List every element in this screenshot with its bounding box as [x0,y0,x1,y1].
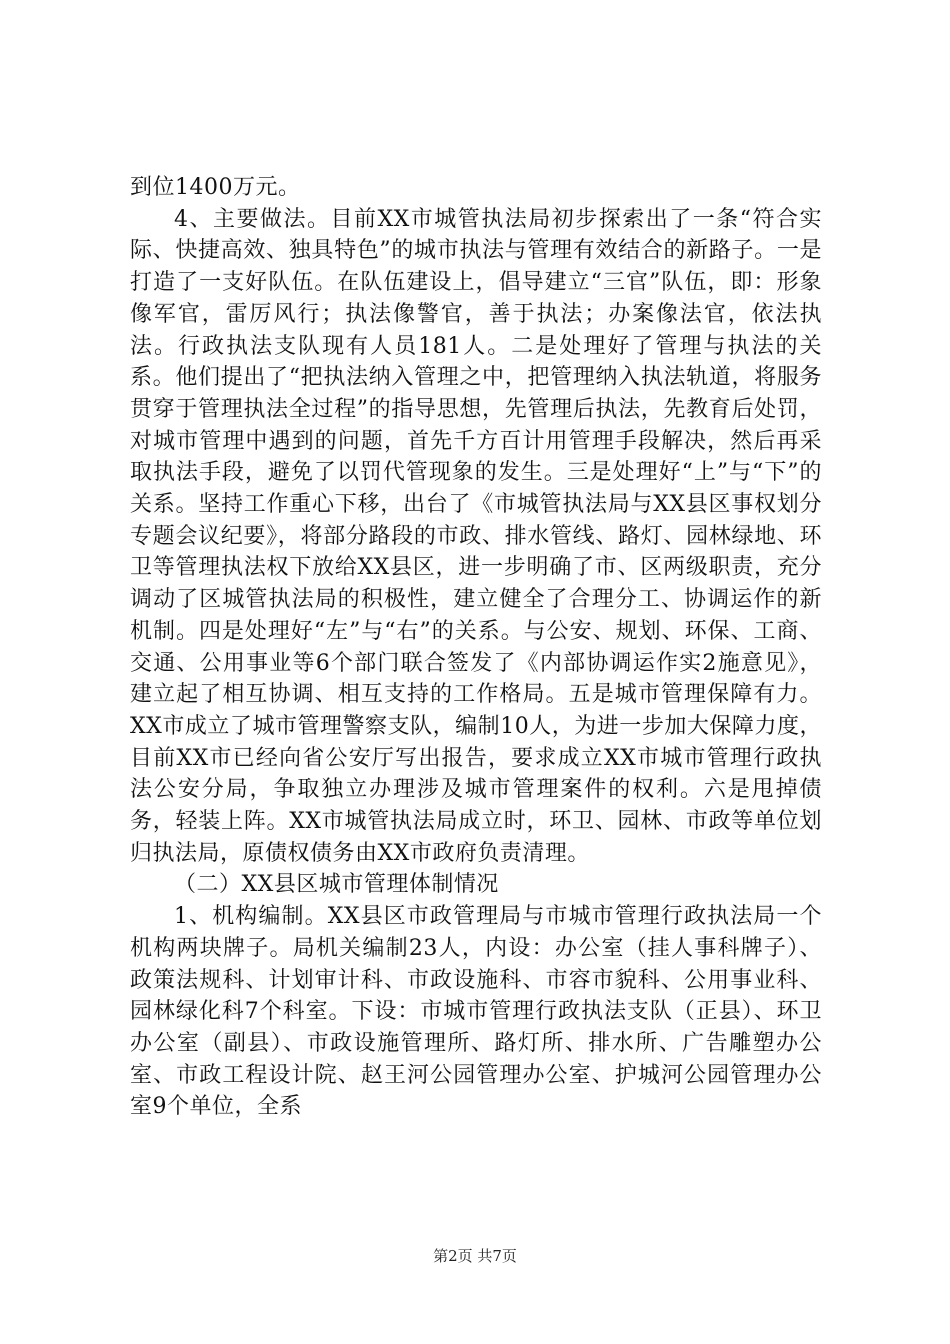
paragraph: 到位1400万元。 [130,175,301,200]
page-footer: 第2页 共7页 [433,1247,517,1265]
section-heading: （二）XX县区城市管理体制情况 [174,872,499,898]
document-body [130,172,822,1123]
paragraph: 1、机构编制。XX县区市政管理局与市城市管理行政执法局一个机构两块牌子。局机关编制23人，内设：办公室（挂人事科牌子）、政策法规科、计划审计科、市政设施科、市容市貌科、公用事业科、园林绿化科7个科室。下设：市城市管理行政执法支队（正县）、环卫办公室（副县）、市政设施管理所、路灯所、排水所、广告雕塑办公室、市政工程设计院、赵王河公园管理办公室、护城河公园管理办公室9个单位，全系 [130,904,822,1120]
paragraph: 4、主要做法。目前XX市城管执法局初步探索出了一条“符合实际、快捷高效、独具特色”的城市执法与管理有效结合的新路子。一是打造了一支好队伍。在队伍建设上，倡导建立“三官”队伍，即：形象像军官，雷厉风行；执法像警官，善于执法；办案像法官，依法执法。行政执法支队现有人员181人。二是处理好了管理与执法的关系。他们提出了“把执法纳入管理之中，把管理纳入执法轨道，将服务贯穿于管理执法全过程”的指导思想，先管理后执法，先教育后处罚，对城市管理中遇到的问题，首先千方百计用管理手段解决，然后再采取执法手段，避免了以罚代管现象的发生。三是处理好“上”与“下”的关系。坚持工作重心下移，出台了《市城管执法局与XX县区事权划分专题会议纪要》，将部分路段的市政、排水管线、路灯、园林绿地、环卫等管理执法权下放给XX县区，进一步明确了市、区两级职责，充分调动了区城管执法局的积极性，建立健全了合理分工、协调运作的新机制。四是处理好“左”与“右”的关系。与公安、规划、环保、工商、交通、公用事业等6个部门联合签发了《内部协调运作实2施意见》，建立起了相互协调、相互支持的工作格局。五是城市管理保障有力。XX市成立了城市管理警察支队，编制10人，为进一步加大保障力度，目前XX市已经向省公安厅写出报告，要求成立XX市城市管理行政执法公安分局，争取独立办理涉及城市管理案件的权利。六是甩掉债务，轻装上阵。XX市城管执法局成立时，环卫、园林、市政等单位划归执法局，原债权债务由XX市政府负责清理。 [130,206,822,866]
